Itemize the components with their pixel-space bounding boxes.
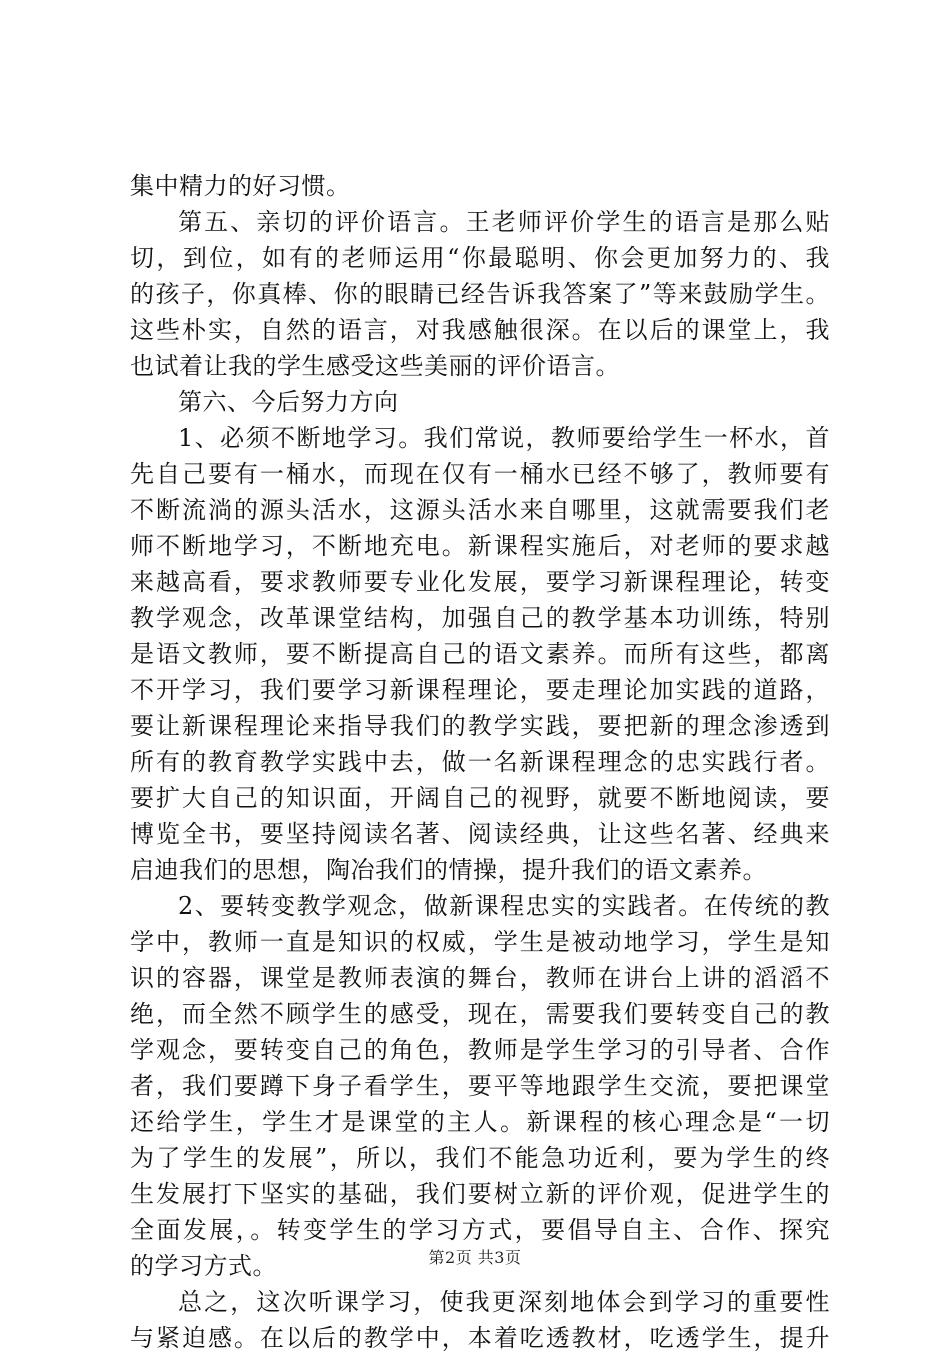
text-line: 2、要转变教学观念，做新课程忠实的实践者。在传统的教 (178, 892, 830, 920)
text-line: 不断流淌的源头活水，这源头活水来自哪里，这就需要我们老 (130, 496, 830, 524)
document-body (130, 168, 830, 1356)
text-line: 者，我们要蹲下身子看学生，要平等地跟学生交流，要把课堂 (130, 1072, 830, 1100)
text-line: 全面发展，。转变学生的学习方式，要倡导自主、合作、探究 (130, 1216, 830, 1244)
text-line: 要扩大自己的知识面，开阔自己的视野，就要不断地阅读，要 (130, 784, 830, 812)
text-line: 切，到位，如有的老师运用“你最聪明、你会更加努力的、我 (130, 244, 830, 272)
text-line: 生发展打下坚实的基础，我们要树立新的评价观，促进学生的 (130, 1180, 830, 1208)
text-line: 识的容器，课堂是教师表演的舞台，教师在讲台上讲的滔滔不 (130, 964, 830, 992)
text-line: 的学习方式。 (130, 1252, 277, 1280)
text-line: 总之，这次听课学习，使我更深刻地体会到学习的重要性 (178, 1288, 830, 1316)
text-line: 也试着让我的学生感受这些美丽的评价语言。 (130, 352, 620, 380)
text-line: 博览全书，要坚持阅读名著、阅读经典，让这些名著、经典来 (130, 820, 830, 848)
text-line: 集中精力的好习惯。 (130, 172, 351, 200)
text-line: 为了学生的发展”，所以，我们不能急功近利，要为学生的终 (130, 1144, 830, 1172)
text-line: 来越高看，要求教师要专业化发展，要学习新课程理论，转变 (130, 568, 830, 596)
text-line: 学中，教师一直是知识的权威，学生是被动地学习，学生是知 (130, 928, 830, 956)
text-line: 第五、亲切的评价语言。王老师评价学生的语言是那么贴 (178, 208, 830, 236)
text-line: 第六、今后努力方向 (178, 388, 399, 416)
page-footer (0, 1245, 950, 1268)
text-line: 不开学习，我们要学习新课程理论，要走理论加实践的道路， (130, 676, 830, 704)
text-line: 绝，而全然不顾学生的感受，现在，需要我们要转变自己的教 (130, 1000, 830, 1028)
text-line: 这些朴实，自然的语言，对我感触很深。在以后的课堂上，我 (130, 316, 830, 344)
text-line: 学观念，要转变自己的角色，教师是学生学习的引导者、合作 (130, 1036, 830, 1064)
text-line: 1、必须不断地学习。我们常说，教师要给学生一杯水，首 (178, 424, 830, 452)
text-line: 还给学生，学生才是课堂的主人。新课程的核心理念是“一切 (130, 1108, 830, 1136)
page-number: 第2页 共3页 (428, 1248, 522, 1267)
text-line: 与紧迫感。在以后的教学中，本着吃透教材，吃透学生，提升 (130, 1324, 830, 1352)
text-line: 是语文教师，要不断提高自己的语文素养。而所有这些，都离 (130, 640, 830, 668)
text-line: 师不断地学习，不断地充电。新课程实施后，对老师的要求越 (130, 532, 830, 560)
text-line: 教学观念，改革课堂结构，加强自己的教学基本功训练，特别 (130, 604, 830, 632)
text-line: 要让新课程理论来指导我们的教学实践，要把新的理念渗透到 (130, 712, 830, 740)
text-line: 先自己要有一桶水，而现在仅有一桶水已经不够了，教师要有 (130, 460, 830, 488)
text-line: 所有的教育教学实践中去，做一名新课程理念的忠实践行者。 (130, 748, 830, 776)
text-line: 的孩子，你真棒、你的眼睛已经告诉我答案了”等来鼓励学生。 (130, 280, 830, 308)
text-line: 启迪我们的思想，陶冶我们的情操，提升我们的语文素养。 (130, 856, 767, 884)
